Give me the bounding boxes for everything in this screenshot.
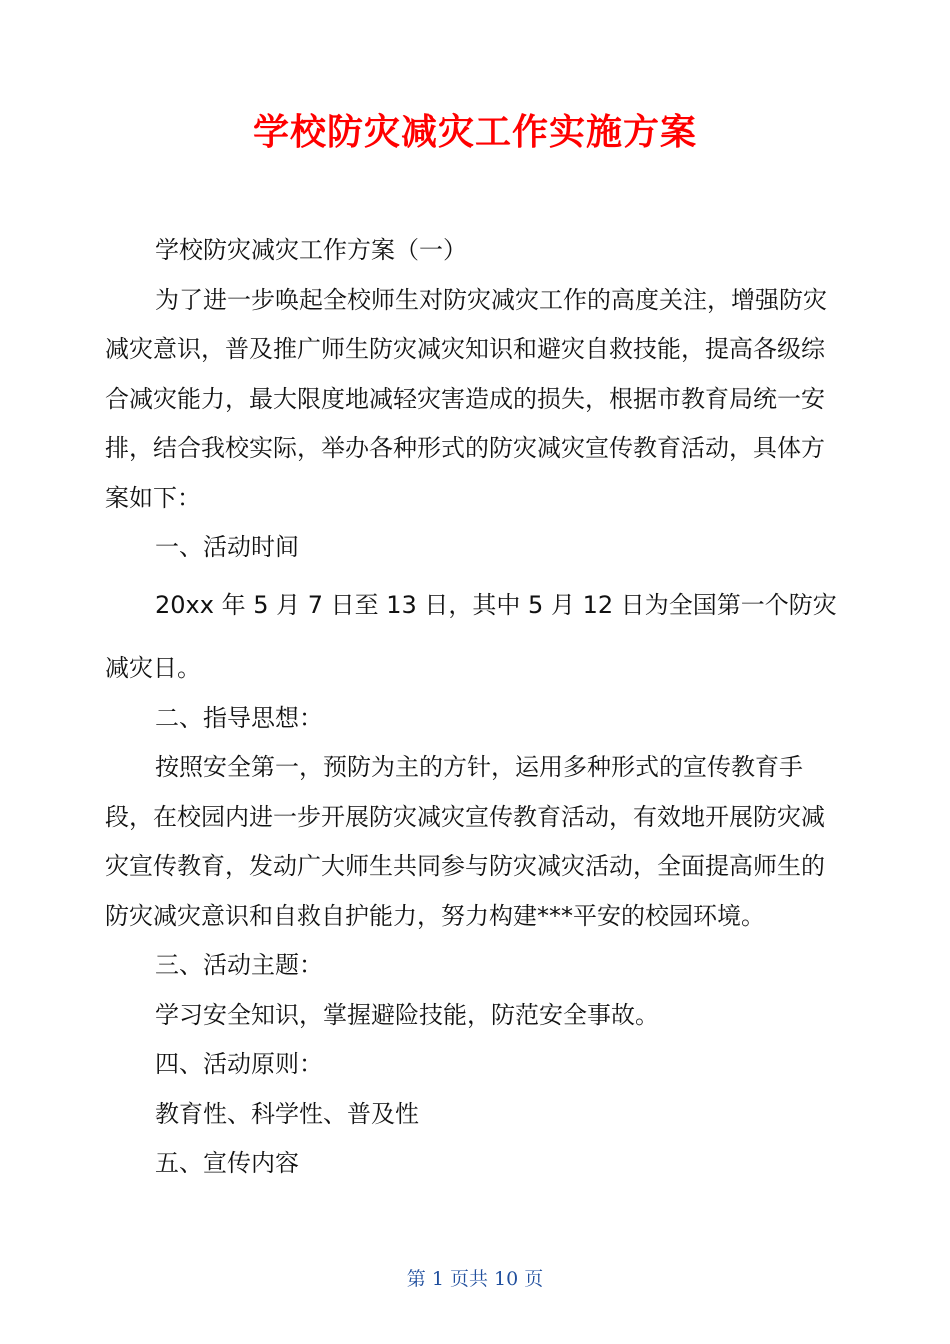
- heading-activity-principle: 四、活动原则：: [155, 1050, 323, 1078]
- activity-time-text-cont: 减灾日。: [105, 654, 201, 682]
- heading-guiding-thought: 二、指导思想：: [155, 703, 323, 732]
- page-number-footer: 第 1 页共 10 页: [406, 1268, 544, 1290]
- guiding-thought-paragraph: 按照安全第一，预防为主的方针，运用多种形式的宣传教育手段，在校园内进一步开展防灾减灾宣传教育活动，有效地开展防灾减灾宣传教育，发动广大师生共同参与防灾减灾活动，全面提高师生的防灾减灾意识和自救自护能力，努力构建***平安的校园环境。: [105, 753, 825, 930]
- activity-principle-text: 教育性、科学性、普及性: [155, 1099, 419, 1128]
- activity-time-text: 20xx 年 5 月 7 日至 13 日，其中 5 月 12 日为全国第一个防灾: [155, 590, 837, 619]
- heading-activity-time: 一、活动时间: [155, 533, 299, 561]
- document-body: [105, 226, 840, 1189]
- intro-paragraph: 为了进一步唤起全校师生对防灾减灾工作的高度关注，增强防灾减灾意识，普及推广师生防灾减灾知识和避灾自救技能，提高各级综合减灾能力，最大限度地减轻灾害造成的损失，根据市教育局统一安排，结合我校实际，举办各种形式的防灾减灾宣传教育活动，具体方案如下：: [105, 285, 827, 512]
- activity-theme-text: 学习安全知识，掌握避险技能，防范安全事故。: [155, 1000, 659, 1029]
- section-heading: 学校防灾减灾工作方案（一）: [155, 236, 467, 264]
- document-title: 学校防灾减灾工作实施方案: [252, 112, 697, 153]
- heading-publicity-content: 五、宣传内容: [155, 1149, 299, 1177]
- heading-activity-theme: 三、活动主题：: [155, 951, 323, 979]
